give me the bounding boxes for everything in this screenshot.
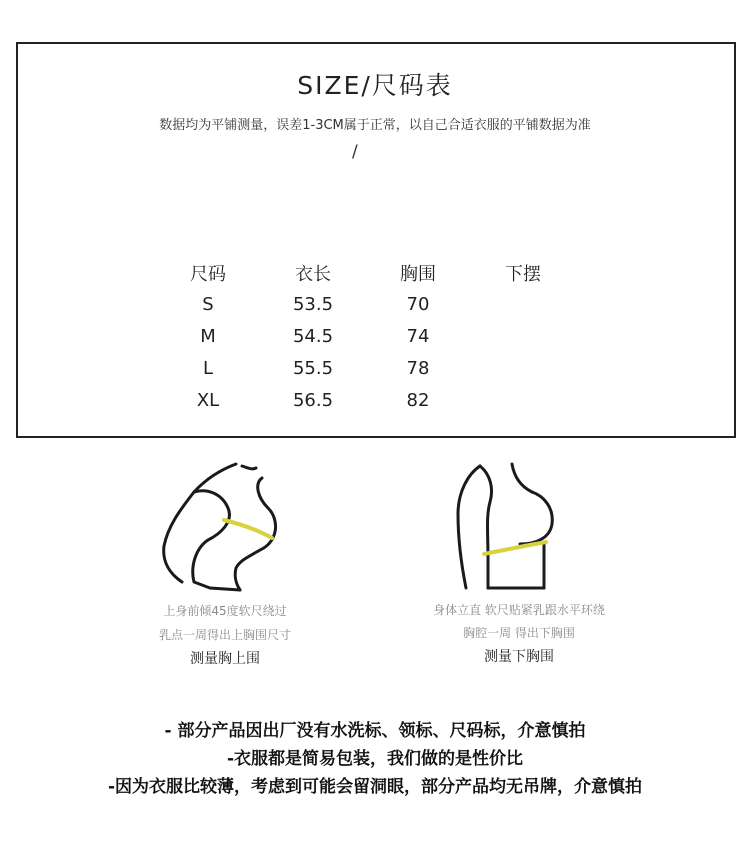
cell-bust: 82 [406,390,430,411]
cell-size: XL [196,390,220,411]
header-length: 衣长 [295,264,331,285]
header-bust: 胸围 [400,264,436,285]
measurement-note: 数据均为平铺测量，误差1-3CM属于正常，以自己合适衣服的平铺数据为准 [159,118,591,133]
header-hem: 下摆 [505,264,541,285]
cell-length: 55.5 [292,358,334,379]
upper-bust-illustration [150,458,290,598]
note-line: -衣服都是简易包装，我们做的是性价比 [226,749,524,769]
slash-mark: / [352,142,358,162]
header-size: 尺码 [190,264,226,285]
cell-size: S [202,294,214,315]
note-line: - 部分产品因出厂没有水洗标、领标、尺码标，介意慎拍 [164,721,586,741]
cell-length: 53.5 [292,294,334,315]
size-chart-title: SIZE/尺码表 [297,71,453,100]
note-line: -因为衣服比较薄，考虑到可能会留洞眼，部分产品均无吊牌，介意慎拍 [107,777,643,797]
cell-size: M [200,326,216,347]
under-bust-instruction-1: 身体立直 软尺贴紧乳跟水平环绕 [433,603,605,617]
measuring-tape-icon [484,542,546,554]
cell-length: 54.5 [292,326,334,347]
cell-length: 56.5 [292,390,334,411]
upper-bust-instruction-2: 乳点一周得出上胸围尺寸 [158,628,291,642]
under-bust-illustration [440,458,580,598]
measuring-tape-icon [224,520,272,538]
cell-bust: 78 [406,358,430,379]
upper-bust-label: 测量胸上围 [190,651,260,667]
cell-size: L [202,358,214,379]
cell-bust: 70 [406,294,430,315]
cell-bust: 74 [406,326,430,347]
upper-bust-instruction-1: 上身前倾45度软尺绕过 [163,604,287,618]
under-bust-label: 测量下胸围 [484,649,554,665]
under-bust-instruction-2: 胸腔一周 得出下胸围 [463,626,575,640]
